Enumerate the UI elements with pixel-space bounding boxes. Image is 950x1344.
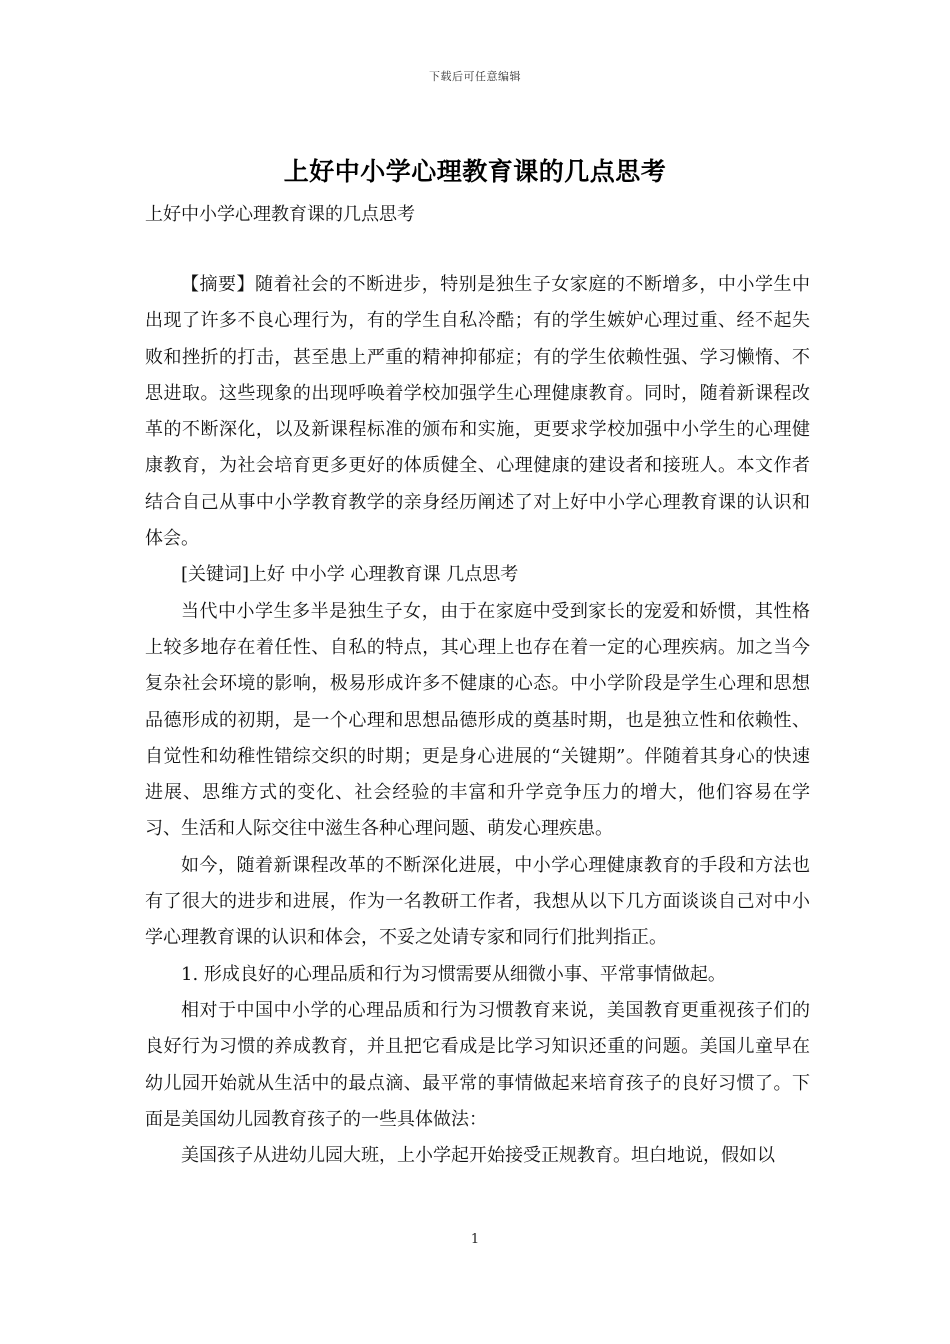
body-paragraph: 美国孩子从进幼儿园大班，上小学起开始接受正规教育。坦白地说，假如以 bbox=[181, 1145, 775, 1167]
page-number: 1 bbox=[470, 1232, 480, 1247]
section-heading: 1. 形成良好的心理品质和行为习惯需要从细微小事、平常事情做起。 bbox=[181, 963, 726, 985]
document-title: 上好中小学心理教育课的几点思考 bbox=[283, 157, 667, 186]
document-body bbox=[145, 267, 810, 1174]
body-paragraph: 如今，随着新课程改革的不断深化进展，中小学心理健康教育的手段和方法也有了很大的进步和进展，作为一名教研工作者，我想从以下几方面谈谈自己对中小学心理教育课的认识和体会，不妥之处请专家和同行们批判指正。 bbox=[145, 854, 810, 949]
body-paragraph: 相对于中国中小学的心理品质和行为习惯教育来说，美国教育更重视孩子们的良好行为习惯的养成教育，并且把它看成是比学习知识还重的问题。美国儿童早在幼儿园开始就从生活中的最点滴、最平常的事情做起来培育孩子的良好习惯了。下面是美国幼儿园教育孩子的一些具体做法： bbox=[145, 999, 810, 1130]
header-note: 下载后可任意编辑 bbox=[429, 70, 521, 83]
abstract-paragraph: 【摘要】随着社会的不断进步，特别是独生子女家庭的不断增多，中小学生中出现了许多不良心理行为，有的学生自私冷酷；有的学生嫉妒心理过重、经不起失败和挫折的打击，甚至患上严重的精神抑郁症；有的学生依赖性强、学习懒惰、不思进取。这些现象的出现呼唤着学校加强学生心理健康教育。同时，随着新课程改革的不断深化，以及新课程标准的颁布和实施，更要求学校加强中小学生的心理健康教育，为社会培育更多更好的体质健全、心理健康的建设者和接班人。本文作者结合自己从事中小学教育教学的亲身经历阐述了对上好中小学心理教育课的认识和体会。 bbox=[145, 274, 810, 550]
document-subtitle: 上好中小学心理教育课的几点思考 bbox=[145, 204, 415, 225]
body-paragraph: 当代中小学生多半是独生子女，由于在家庭中受到家长的宠爱和娇惯，其性格上较多地存在着任性、自私的特点，其心理上也存在着一定的心理疾病。加之当今复杂社会环境的影响，极易形成许多不健康的心态。中小学阶段是学生心理和思想品德形成的初期，是一个心理和思想品德形成的奠基时期，也是独立性和依赖性、自觉性和幼稚性错综交织的时期；更是身心进展的“关键期”。伴随着其身心的快速进展、思维方式的变化、社会经验的丰富和升学竞争压力的增大，他们容易在学习、生活和人际交往中滋生各种心理问题、萌发心理疾患。 bbox=[145, 600, 810, 840]
keywords-paragraph: [关键词]上好 中小学 心理教育课 几点思考 bbox=[181, 564, 519, 586]
